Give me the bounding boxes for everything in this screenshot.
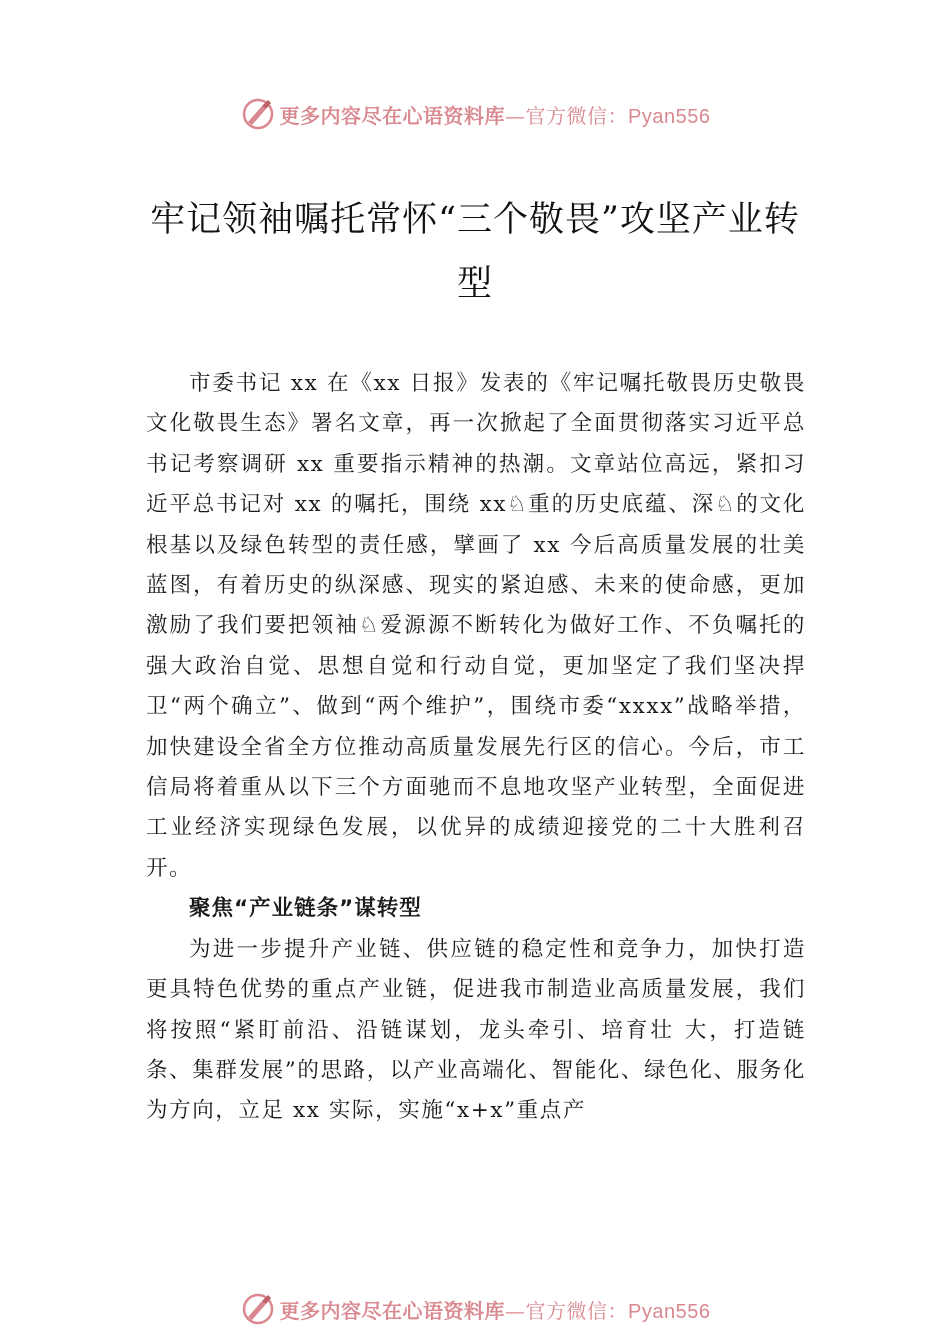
section-heading: 聚焦“产业链条”谋转型 xyxy=(189,896,422,922)
pen-logo-icon xyxy=(240,1291,276,1327)
watermark-wechat-id: Pyan556 xyxy=(628,1300,711,1323)
section-paragraph: 为进一步提升产业链、供应链的稳定性和竞争力，加快打造更具特色优势的重点产业链，促进我市制造业高质量发展，我们将按照“紧盯前沿、沿链谋划，龙头牵引、培育壮 大，打造链条、集群发展”的思路，以产业高端化、智能化、绿色化、服务化为方向，立足 xx 实际，实施“x+x”重点产 xyxy=(146,936,806,1124)
watermark-brand: 更多内容尽在心语资料库 xyxy=(279,103,506,128)
document-body xyxy=(146,364,806,1132)
watermark-text xyxy=(280,100,711,129)
watermark-wechat-id: Pyan556 xyxy=(628,105,711,128)
footer-watermark xyxy=(0,1287,950,1331)
header-watermark xyxy=(0,92,950,136)
pen-logo-icon xyxy=(240,96,276,132)
watermark-separator: —官方微信： xyxy=(505,1298,629,1323)
document-title: 牢记领袖嘱托常怀“三个敬畏”攻坚产业转型 xyxy=(150,200,800,304)
watermark-brand: 更多内容尽在心语资料库 xyxy=(279,1298,506,1323)
intro-paragraph: 市委书记 xx 在《xx 日报》发表的《牢记嘱托敬畏历史敬畏文化敬畏生态》署名文章，再一次掀起了全面贯彻落实习近平总书记考察调研 xx 重要指示精神的热潮。文章站位高远，紧扣习近平总书记对 xx 的嘱托，围绕 xx♘重的历史底蕴、深♘的文化根基以及绿色转型的责任感，擘画了 xx 今后高质量发展的壮美蓝图，有着历史的纵深感、现实的紧迫感、未来的使命感，更加激励了我们要把领袖♘爱源源不断转化为做好工作、不负嘱托的强大政治自觉、思想自觉和行动自觉，更加坚定了我们坚决捍卫“两个确立”、做到“两个维护”，围绕市委“xxxx”战略举措，加快建设全省全方位推动高质量发展先行区的信心。今后，市工信局将着重从以下三个方面驰而不息地攻坚产业转型，全面促进工业经济实现绿色发展，以优异的成绩迎接党的二十大胜利召开。 xyxy=(146,371,806,881)
watermark-separator: —官方微信： xyxy=(505,103,629,128)
watermark-text xyxy=(280,1295,711,1324)
